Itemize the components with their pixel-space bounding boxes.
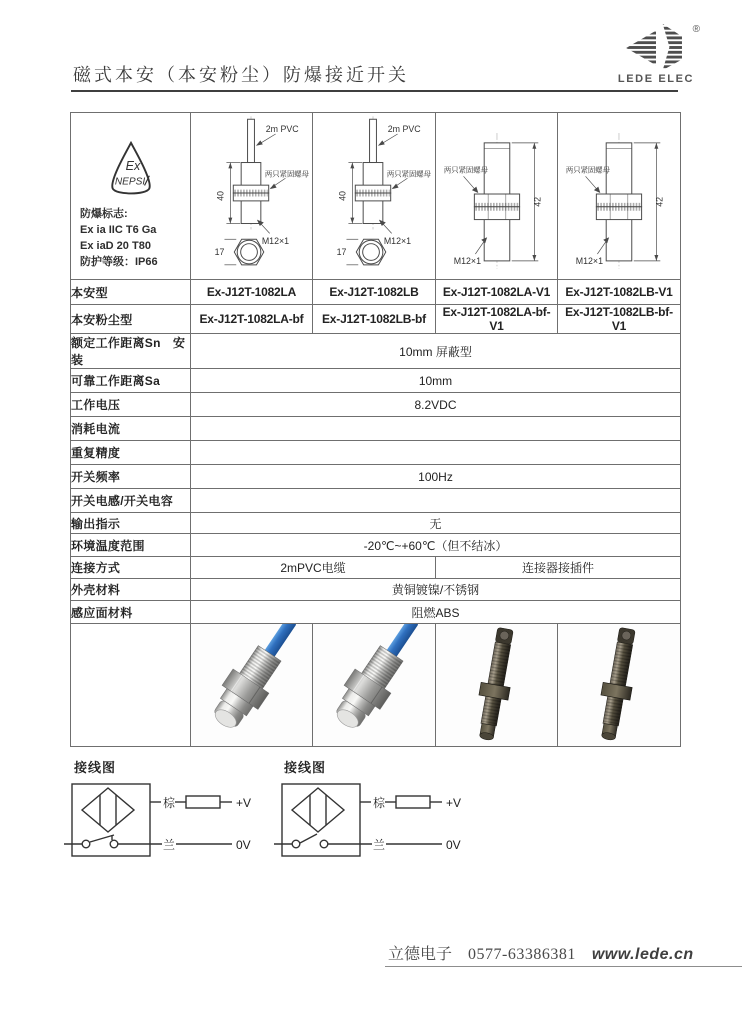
connector-sensor-photo [558, 624, 678, 743]
nuts-label: 两只紧固螺母 [386, 169, 432, 179]
connector-version-drawing [558, 113, 678, 276]
product-photo-cell [313, 624, 436, 747]
header-divider [71, 90, 678, 92]
zero-terminal-label: 0V [446, 838, 461, 852]
row-label: 消耗电流 [71, 417, 191, 441]
length-dim-label: 42 [532, 196, 543, 207]
row-value-right: 连接器接插件 [436, 557, 681, 579]
cable-sensor-photo [313, 624, 433, 743]
length-dim-label: 42 [654, 196, 665, 207]
row-label: 环境温度范围 [71, 534, 191, 557]
row-value: 8.2VDC [191, 393, 681, 417]
cable-version-drawing [191, 113, 311, 276]
positive-terminal-label: +V [236, 796, 252, 810]
footer-divider [385, 966, 742, 967]
table-row [71, 417, 681, 441]
wiring-diagram-title: 接线图 [74, 760, 117, 775]
website-link[interactable]: www.lede.cn [591, 946, 694, 963]
photos-row [71, 624, 681, 747]
nepsi-ex-icon [100, 140, 162, 198]
model-number: Ex-J12T-1082LB-bf [313, 305, 436, 334]
registered-mark: ® [692, 24, 700, 35]
table-row [71, 513, 681, 534]
table-row [71, 534, 681, 557]
spec-table [70, 112, 681, 747]
thread-label: M12×1 [575, 255, 604, 266]
wiring-diagram-no [274, 774, 484, 874]
row-value [191, 489, 681, 513]
table-row [71, 465, 681, 489]
row-label: 重复精度 [71, 441, 191, 465]
cable-label: 2m PVC [387, 124, 421, 135]
blue-wire-label: 兰 [163, 838, 176, 852]
dimension-drawing-cell [191, 113, 313, 280]
model-number: Ex-J12T-1082LA-bf [191, 305, 313, 334]
row-value: 无 [191, 513, 681, 534]
cert-line: Ex ia IIC T6 Ga [80, 224, 157, 236]
row-label: 开关频率 [71, 465, 191, 489]
row-value-left: 2mPVC电缆 [191, 557, 436, 579]
drawings-row [71, 113, 681, 280]
product-photo-cell [436, 624, 558, 747]
blue-wire-label: 兰 [373, 838, 386, 852]
connector-version-drawing [436, 113, 556, 276]
thread-label: M12×1 [383, 236, 412, 247]
row-label: 本安粉尘型 [71, 305, 191, 334]
brand-logo [606, 22, 706, 85]
product-photo-cell [191, 624, 313, 747]
row-value: 黄铜镀镍/不锈钢 [191, 579, 681, 601]
row-value: 10mm 屏蔽型 [191, 334, 681, 369]
dimension-drawing-cell [558, 113, 681, 280]
thread-label: M12×1 [453, 255, 482, 266]
phone-number: 0577-63386381 [468, 946, 576, 963]
ex-mark-label: Ex [125, 158, 140, 173]
table-row [71, 601, 681, 624]
table-row [71, 441, 681, 465]
nuts-label: 两只紧固螺母 [443, 165, 489, 175]
product-photo-cell [558, 624, 681, 747]
nuts-label: 两只紧固螺母 [264, 169, 310, 179]
row-label: 额定工作距离Sn 安装 [71, 334, 191, 369]
certification-cell [71, 113, 191, 280]
empty-cell [71, 624, 191, 747]
wiring-diagram-nc [64, 774, 274, 874]
row-label: 输出指示 [71, 513, 191, 534]
model-number: Ex-J12T-1082LB-bf-V1 [558, 305, 681, 334]
row-value: 阻燃ABS [191, 601, 681, 624]
hex-dim-label: 17 [336, 246, 347, 257]
model-number: Ex-J12T-1082LB [313, 280, 436, 305]
cable-label: 2m PVC [265, 124, 299, 135]
thread-label: M12×1 [261, 236, 290, 247]
row-label: 本安型 [71, 280, 191, 305]
table-row [71, 280, 681, 305]
cert-line: Ex iaD 20 T80 [80, 240, 151, 252]
cert-line: 防爆标志: [80, 208, 128, 220]
row-value [191, 441, 681, 465]
page-title: 磁式本安（本安粉尘）防爆接近开关 [73, 65, 409, 85]
cable-version-drawing [313, 113, 433, 276]
table-row [71, 369, 681, 393]
row-value: -20℃~+60℃（但不结冰） [191, 534, 681, 557]
dimension-drawing-cell [436, 113, 558, 280]
lede-logo-icon [623, 22, 689, 72]
row-label: 工作电压 [71, 393, 191, 417]
hex-dim-label: 17 [214, 246, 225, 257]
model-number: Ex-J12T-1082LA [191, 280, 313, 305]
row-label: 感应面材料 [71, 601, 191, 624]
dimension-drawing-cell [313, 113, 436, 280]
row-value [191, 417, 681, 441]
table-row [71, 305, 681, 334]
explosion-proof-marking [71, 206, 190, 270]
company-name: 立德电子 [388, 946, 453, 963]
nuts-label: 两只紧固螺母 [565, 165, 611, 175]
model-number: Ex-J12T-1082LA-V1 [436, 280, 558, 305]
cert-line: 防护等级：IP66 [80, 256, 158, 268]
zero-terminal-label: 0V [236, 838, 251, 852]
brand-name: LEDE ELEC [617, 73, 695, 85]
length-dim-label: 40 [215, 191, 226, 201]
brown-wire-label: 棕 [373, 796, 386, 810]
positive-terminal-label: +V [446, 796, 462, 810]
connector-sensor-photo [436, 624, 556, 743]
table-row [71, 334, 681, 369]
table-row [71, 393, 681, 417]
cable-sensor-photo [191, 624, 311, 743]
row-value: 10mm [191, 369, 681, 393]
nepsi-mark-label: NEPSI [114, 176, 145, 188]
brown-wire-label: 棕 [163, 796, 176, 810]
wiring-diagram-title: 接线图 [284, 760, 327, 775]
table-row [71, 579, 681, 601]
table-row [71, 489, 681, 513]
table-row [71, 557, 681, 579]
length-dim-label: 40 [337, 191, 348, 201]
footer [388, 941, 740, 964]
model-number: Ex-J12T-1082LB-V1 [558, 280, 681, 305]
row-value: 100Hz [191, 465, 681, 489]
row-label: 可靠工作距离Sa [71, 369, 191, 393]
row-label: 外壳材料 [71, 579, 191, 601]
row-label: 开关电感/开关电容 [71, 489, 191, 513]
model-number: Ex-J12T-1082LA-bf-V1 [436, 305, 558, 334]
row-label: 连接方式 [71, 557, 191, 579]
